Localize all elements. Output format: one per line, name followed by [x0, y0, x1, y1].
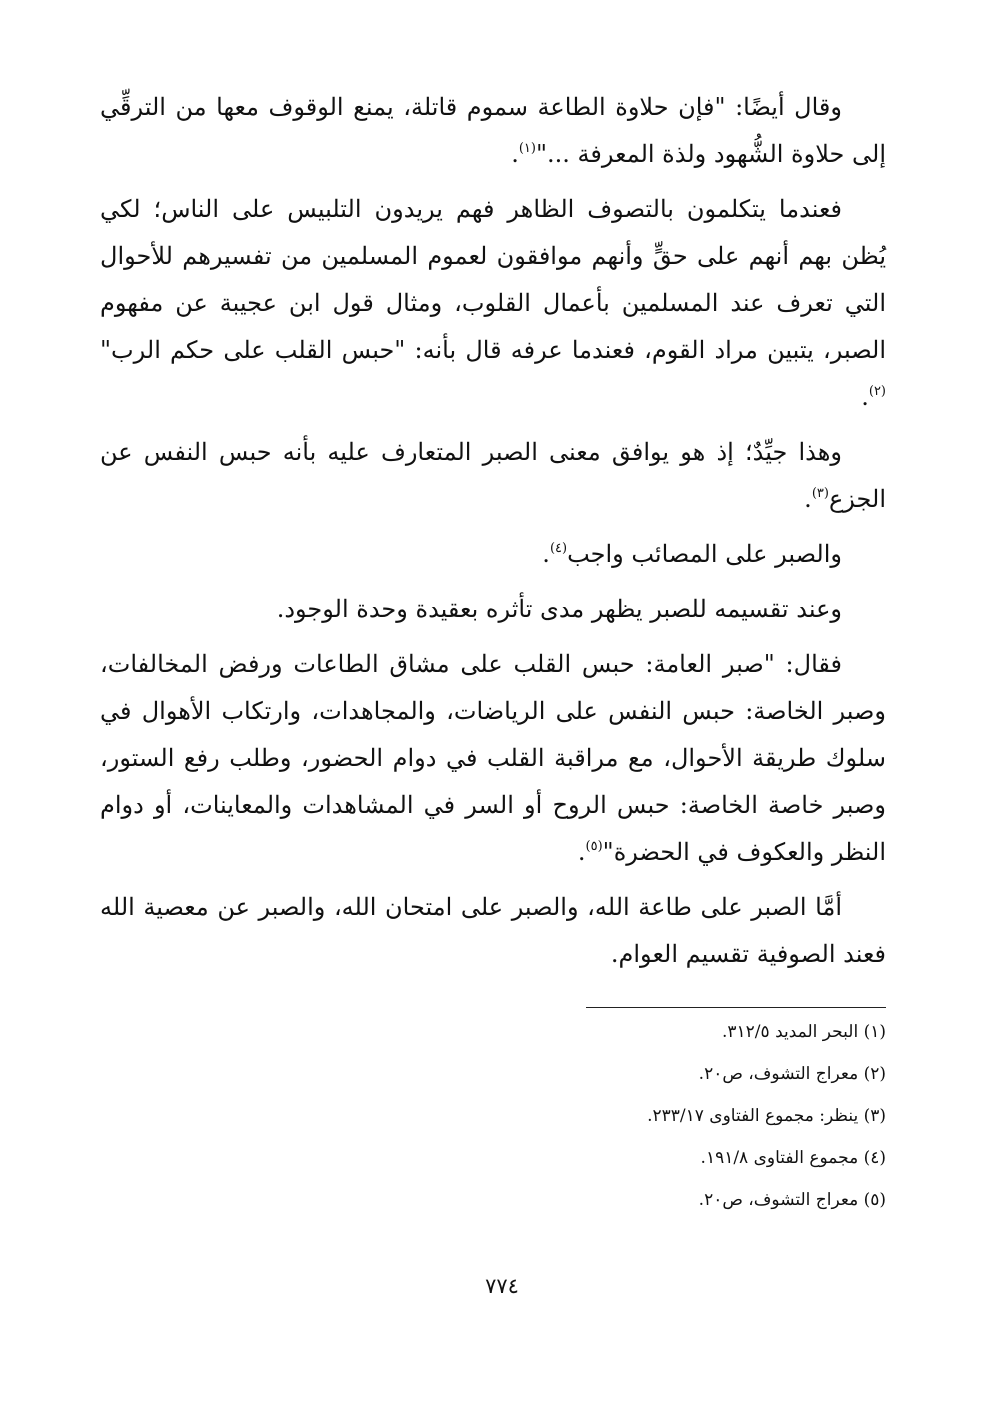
paragraph-good-definition: [100, 429, 886, 523]
paragraph-end: .: [804, 485, 812, 513]
paragraph-end: .: [511, 140, 519, 168]
footnote-marker: (٣): [811, 486, 829, 501]
paragraph-division-of-patience: [100, 586, 886, 633]
paragraph-text: والصبر على المصائب واجب: [567, 540, 842, 568]
footnote-marker: (٢): [868, 384, 886, 399]
footnote-3: (٣) ينظر: مجموع الفتاوى ٢٣٣/١٧.: [647, 1106, 886, 1126]
paragraph-text: وقال أيضًا: "فإن حلاوة الطاعة سموم قاتلة، يمنع الوقوف معها من الترقِّي إلى حلاوة الشُّهود ولذة المعرفة ...": [100, 93, 886, 168]
paragraph-end: .: [542, 540, 550, 568]
page-number: ٧٧٤: [485, 1274, 519, 1298]
footnote-marker: (١): [518, 141, 536, 156]
paragraph-text: فقال: "صبر العامة: حبس القلب على مشاق الطاعات ورفض المخالفات، وصبر الخاصة: حبس النفس على الرياضات، والمجاهدات، وارتكاب الأهوال في سلوك طريقة الأحوال، مع مراقبة القلب في دوام الحضور، وطلب رفع الستور، وصبر خاصة الخاصة: حبس الروح أو السر في المشاهدات والمعاينات، أو دوام النظر والعكوف في الحضرة": [100, 650, 886, 866]
paragraph-end: .: [861, 383, 869, 411]
paragraph-commoners-division: [100, 884, 886, 978]
footnote-5: (٥) معراج التشوف، ص٢٠.: [698, 1190, 886, 1210]
footnote-2: (٢) معراج التشوف، ص٢٠.: [698, 1064, 886, 1084]
footnote-separator: [586, 1007, 886, 1008]
paragraph-quote-types-of-patience: [100, 641, 886, 876]
paragraph-sweetness-of-obedience: [100, 84, 886, 178]
main-text: [100, 84, 886, 986]
footnote-1: (١) البحر المديد ٣١٢/٥.: [722, 1022, 886, 1042]
paragraph-patience-obligatory: [100, 531, 886, 578]
paragraph-outward-sufism: [100, 186, 886, 421]
paragraph-text: وعند تقسيمه للصبر يظهر مدى تأثره بعقيدة وحدة الوجود.: [276, 595, 842, 623]
footnotes: [286, 1022, 886, 1232]
paragraph-end: .: [577, 838, 586, 866]
footnote-marker: (٥): [585, 839, 603, 854]
paragraph-text: فعندما يتكلمون بالتصوف الظاهر فهم يريدون التلبيس على الناس؛ لكي يُظن بهم أنهم على حقٍّ وأنهم موافقون لعموم المسلمين من تفسيرهم للأحوال التي تعرف عند المسلمين بأعمال القلوب، ومثال قول ابن عجيبة عن مفهوم الصبر، يتبين مراد القوم، فعندما عرفه قال بأنه: "حبس القلب على حكم الرب": [100, 195, 886, 364]
paragraph-text: أمَّا الصبر على طاعة الله، والصبر على امتحان الله، والصبر عن معصية الله فعند الصوفية تقسيم العوام.: [100, 893, 886, 968]
footnote-marker: (٤): [549, 541, 568, 556]
footnote-4: (٤) مجموع الفتاوى ١٩١/٨.: [700, 1148, 886, 1168]
paragraph-text: وهذا جيِّدٌ؛ إذ هو يوافق معنى الصبر المتعارف عليه بأنه حبس النفس عن الجزع: [100, 438, 886, 513]
